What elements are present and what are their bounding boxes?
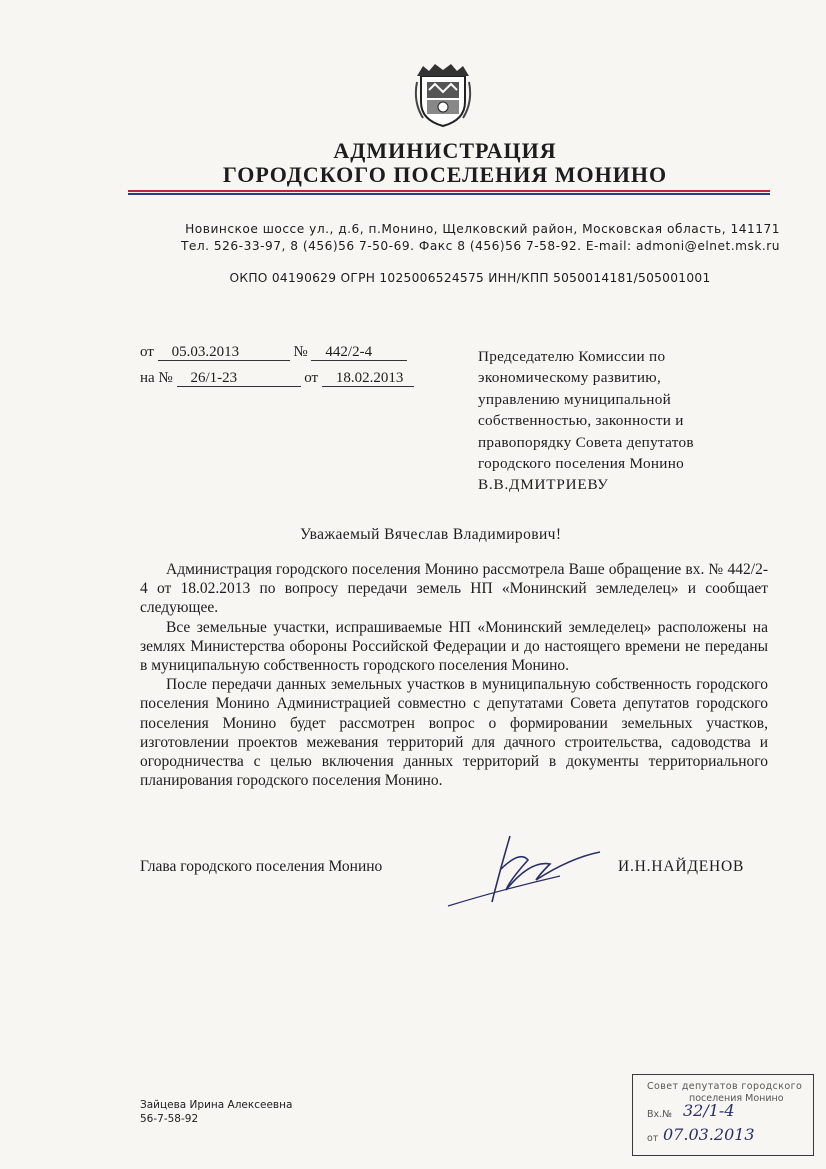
addressee-line: городского поселения Монино (478, 455, 685, 473)
reply-label: на № (140, 370, 173, 386)
reply-date: 18.02.2013 (322, 370, 414, 387)
signatory-name: И.Н.НАЙДЕНОВ (618, 858, 745, 875)
stamp-line2: поселения Монино (689, 1093, 784, 1104)
from-label: от (140, 344, 154, 360)
executor-phone: 56-7-58-92 (140, 1113, 199, 1125)
stamp-date-label: от (647, 1133, 659, 1144)
outgoing-date: 05.03.2013 (158, 344, 290, 361)
addressee-line: собственностью, законности и (478, 412, 684, 430)
stamp-in-number: 32/1-4 (683, 1101, 735, 1120)
executor-name: Зайцева Ирина Алексеевна (140, 1099, 293, 1111)
coat-of-arms-icon (413, 62, 473, 128)
letter-body (140, 560, 768, 790)
org-registry: ОКПО 04190629 ОГРН 1025006524575 ИНН/КПП 5050014181/505001001 (229, 271, 711, 285)
reply-reference (140, 370, 414, 387)
reply-number: 26/1-23 (177, 370, 301, 387)
salutation: Уважаемый Вячеслав Владимирович! (300, 526, 562, 543)
addressee (478, 346, 778, 496)
handwritten-signature-icon (440, 830, 620, 910)
outgoing-reference (140, 344, 407, 361)
body-paragraph: После передачи данных земельных участков в муниципальную собственность городского поселения Монино Администрацией совместно с депутатами Совета депутатов городского поселения Монино будет рассмотрен вопрос о формировании земельных участков, изготовлении проектов межевания территорий для дачного строительства, садоводства и огородничества с целью включения данных территорий в документы территориального планирования городского поселения Монино. (140, 676, 768, 790)
org-title-line1: АДМИНИСТРАЦИЯ (333, 138, 557, 163)
body-paragraph: Все земельные участки, испрашиваемые НП «Монинский земледелец» расположены на землях Министерства обороны Российской Федерации и до настоящего времени не переданы в муниципальную собственность городского поселения Монино. (140, 618, 768, 675)
executor (140, 1098, 292, 1126)
addressee-line: правопорядку Совета депутатов (478, 433, 694, 451)
org-address: Новинское шоссе ул., д.6, п.Монино, Щелковский район, Московская область, 141171 (185, 222, 780, 236)
stamp-in-label: Вх.№ (647, 1109, 673, 1120)
addressee-line: Председателю Комиссии по (478, 348, 666, 365)
incoming-stamp (632, 1074, 814, 1156)
reply-from-label: от (304, 370, 319, 386)
addressee-name: В.В.ДМИТРИЕВУ (478, 476, 609, 494)
outgoing-number: 442/2-4 (311, 344, 407, 361)
stamp-line1: Совет депутатов городского (647, 1081, 803, 1092)
org-contacts: Тел. 526-33-97, 8 (456)56 7-50-69. Факс 8 (456)56 7-58-92. E-mail: admoni@elnet.msk.ru (180, 239, 780, 253)
addressee-line: экономическому развитию, (478, 369, 662, 387)
header-rule-blue (128, 193, 770, 195)
addressee-line: управлению муниципальной (478, 390, 672, 408)
org-title-line2: ГОРОДСКОГО ПОСЕЛЕНИЯ МОНИНО (222, 162, 668, 187)
body-paragraph: Администрация городского поселения Монино рассмотрела Ваше обращение вх. № 442/2-4 от 18.02.2013 по вопросу передачи земель НП «Монинский земледелец» и сообщает следующее. (140, 561, 768, 617)
header-rule-red (128, 190, 770, 192)
stamp-date: 07.03.2013 (663, 1125, 755, 1144)
signatory-title: Глава городского поселения Монино (140, 858, 383, 875)
number-label: № (293, 344, 308, 360)
